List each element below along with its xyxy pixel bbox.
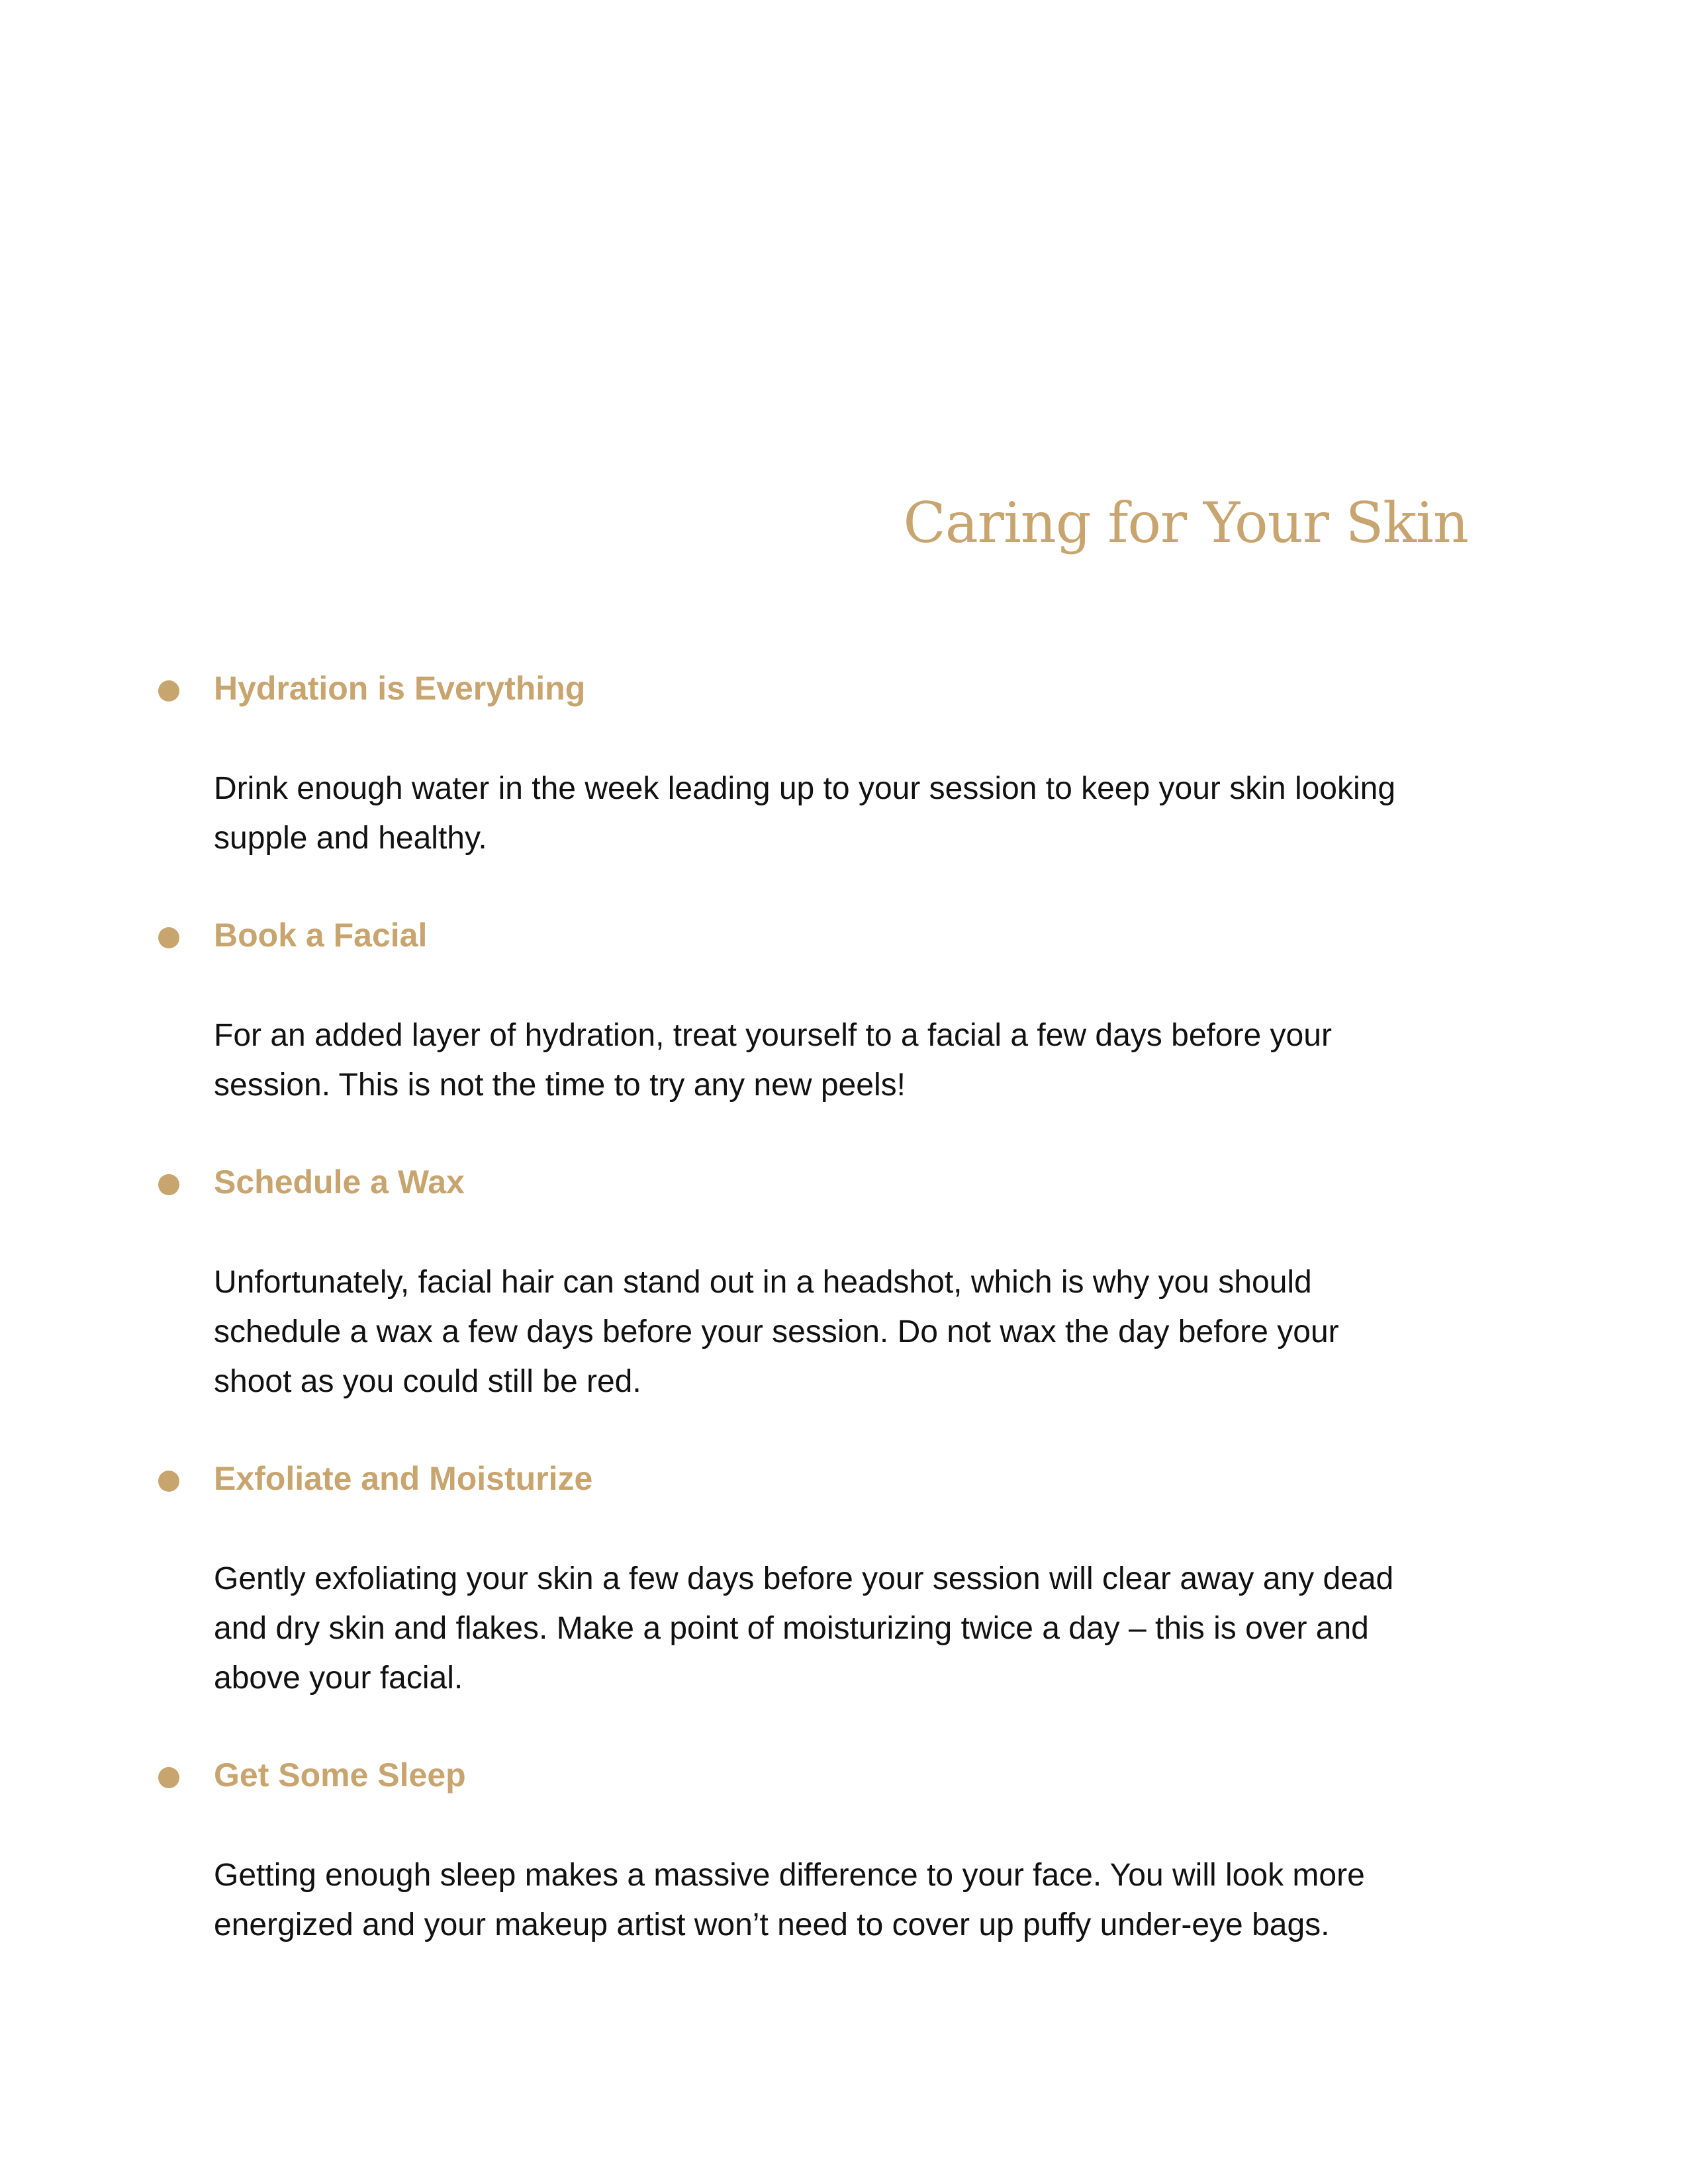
tip-body-line: Getting enough sleep makes a massive difference to your face. You will look more <box>214 1858 1365 1893</box>
tip-body-line: above your facial. <box>214 1661 463 1696</box>
bullet-dot-icon <box>158 927 179 948</box>
tip-body <box>214 764 1485 863</box>
bullet-dot-icon <box>158 1174 179 1195</box>
tip-body <box>214 1257 1485 1406</box>
tip-body-line: and dry skin and flakes. Make a point of moisturizing twice a day – this is over and <box>214 1611 1369 1646</box>
tip-body-line: session. This is not the time to try any new peels! <box>214 1068 906 1103</box>
tip-heading: Hydration is Everything <box>214 670 586 707</box>
tip-body-line: energized and your makeup artist won’t need to cover up puffy under-eye bags. <box>214 1907 1330 1942</box>
tip-body <box>214 1850 1485 1950</box>
bullet-dot-icon <box>158 1471 179 1492</box>
tip-body <box>214 1554 1485 1703</box>
tip-heading: Book a Facial <box>214 917 428 954</box>
page-title: Caring for Your Skin <box>903 490 1468 555</box>
tip-body-line: supple and healthy. <box>214 821 487 856</box>
tip-body-line: For an added layer of hydration, treat yourself to a facial a few days before your <box>214 1018 1332 1053</box>
tip-body <box>214 1011 1485 1110</box>
tip-heading: Get Some Sleep <box>214 1756 466 1794</box>
tip-heading: Schedule a Wax <box>214 1163 465 1201</box>
tip-body-line: Gently exfoliating your skin a few days before your session will clear away any dead <box>214 1561 1394 1596</box>
tip-body-line: schedule a wax a few days before your session. Do not wax the day before your <box>214 1314 1339 1349</box>
tip-body-line: Drink enough water in the week leading up to your session to keep your skin looking <box>214 771 1396 806</box>
tip-body-line: Unfortunately, facial hair can stand out in a headshot, which is why you should <box>214 1265 1312 1300</box>
bullet-dot-icon <box>158 1767 179 1788</box>
tip-heading: Exfoliate and Moisturize <box>214 1460 593 1497</box>
bullet-dot-icon <box>158 680 179 702</box>
tip-body-line: shoot as you could still be red. <box>214 1364 641 1399</box>
